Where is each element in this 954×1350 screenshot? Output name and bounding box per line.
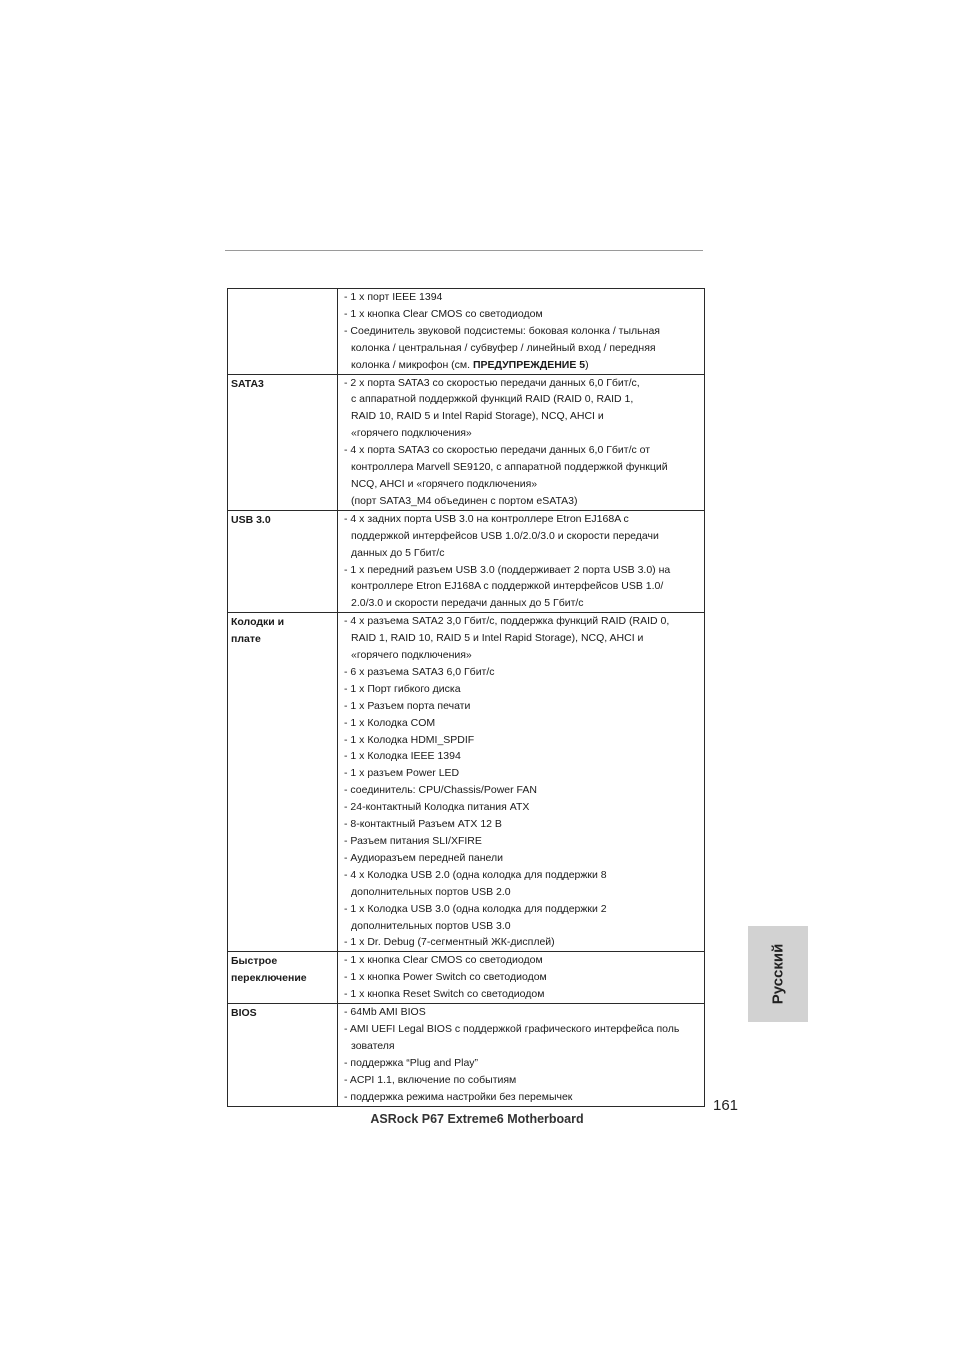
- spec-item-line: - поддержка режима настройки без перемычек: [344, 1090, 573, 1103]
- spec-label-line: Колодки и: [231, 616, 285, 629]
- spec-row-label: [228, 510, 338, 612]
- spec-row-label: [228, 613, 338, 952]
- spec-item-line: - 4 x Колодка USB 2.0 (одна колодка для поддержки 8: [344, 868, 607, 881]
- spec-item-continuation: NCQ, AHCI и «горячего подключения»: [351, 477, 538, 490]
- spec-item-continuation: контроллера Marvell SE9120, с аппаратной поддержкой функций: [351, 461, 668, 474]
- spec-item-continuation: дополнительных портов USB 2.0: [351, 885, 511, 898]
- spec-row: [228, 289, 705, 375]
- spec-item-continuation: зователя: [351, 1039, 395, 1052]
- spec-item-line: - ACPI 1.1, включение по событиям: [344, 1073, 517, 1086]
- spec-table: [227, 288, 705, 1107]
- spec-item-continuation: RAID 10, RAID 5 и Intel Rapid Storage), NCQ, AHCI и: [351, 410, 604, 423]
- spec-row-content: [338, 952, 705, 1004]
- spec-item-line: - 1 x кнопка Power Switch со светодиодом: [344, 971, 547, 984]
- spec-item-line: - 1 x порт IEEE 1394: [344, 291, 443, 303]
- spec-label-line: BIOS: [231, 1007, 257, 1020]
- spec-item-line: - 1 x кнопка Clear CMOS со светодиодом: [344, 307, 543, 320]
- spec-row-label: [228, 374, 338, 510]
- spec-item: [344, 816, 704, 833]
- spec-row-label: [228, 1004, 338, 1106]
- spec-item: [344, 799, 704, 816]
- spec-item: [344, 1004, 704, 1021]
- spec-row-label: [228, 952, 338, 1004]
- spec-item-continuation: «горячего подключения»: [351, 427, 472, 440]
- spec-item-line: - 64Mb AMI BIOS: [344, 1006, 426, 1019]
- spec-item: [344, 901, 704, 935]
- spec-item-line: - 1 x Dr. Debug (7-сегментный ЖК-дисплей): [344, 936, 555, 949]
- spec-item: [344, 850, 704, 867]
- spec-item-line: - 1 x кнопка Clear CMOS со светодиодом: [344, 954, 543, 967]
- spec-item-continuation: колонка / микрофон (см. ПРЕДУПРЕЖДЕНИЕ 5): [351, 358, 589, 371]
- spec-item-line: - AMI UEFI Legal BIOS с поддержкой графического интерфейса поль: [344, 1022, 680, 1035]
- spec-item: [344, 969, 704, 986]
- spec-item: [344, 986, 704, 1003]
- spec-item-line: - 1 x Колодка HDMI_SPDIF: [344, 733, 475, 746]
- spec-item-continuation: (порт SATA3_M4 объединен с портом eSATA3): [351, 494, 578, 507]
- spec-item-continuation: RAID 1, RAID 10, RAID 5 и Intel Rapid Storage), NCQ, AHCI и: [351, 632, 644, 645]
- spec-item-line: - 1 x передний разъем USB 3.0 (поддерживает 2 порта USB 3.0) на: [344, 563, 671, 576]
- spec-label-line: USB 3.0: [231, 513, 271, 526]
- spec-item-continuation: с аппаратной поддержкой функций RAID (RAID 0, RAID 1,: [351, 393, 634, 406]
- spec-item: [344, 782, 704, 799]
- spec-item: [344, 442, 704, 510]
- spec-item-line: - 8-контактный Разъем ATX 12 В: [344, 818, 502, 831]
- spec-item: [344, 934, 704, 951]
- spec-item-continuation: дополнительных портов USB 3.0: [351, 919, 511, 932]
- spec-item: [344, 306, 704, 323]
- spec-row: [228, 952, 705, 1004]
- spec-item-line: - 1 x Колодка COM: [344, 716, 436, 729]
- spec-item: [344, 681, 704, 698]
- spec-item: [344, 765, 704, 782]
- spec-row-content: [338, 510, 705, 612]
- spec-item: [344, 698, 704, 715]
- spec-item: [344, 833, 704, 850]
- footer-product-name: ASRock P67 Extreme6 Motherboard: [370, 1112, 584, 1126]
- warning-reference: ПРЕДУПРЕЖДЕНИЕ 5: [472, 358, 586, 371]
- spec-item: [344, 323, 704, 374]
- spec-item-line: - 6 x разъема SATA3 6,0 Гбит/с: [344, 665, 495, 678]
- spec-row-content: [338, 374, 705, 510]
- spec-row: [228, 613, 705, 952]
- spec-item: [344, 511, 704, 562]
- spec-item: [344, 715, 704, 732]
- spec-item: [344, 613, 704, 664]
- language-tab-label: Русский: [769, 943, 787, 1005]
- spec-item: [344, 952, 704, 969]
- spec-label-line: переключение: [231, 972, 307, 985]
- spec-item-line: - 1 x Порт гибкого диска: [344, 682, 461, 695]
- spec-item-line: - 1 x Разъем порта печати: [344, 699, 471, 712]
- spec-item-line: - Соединитель звуковой подсистемы: боковая колонка / тыльная: [344, 324, 660, 337]
- spec-row: [228, 374, 705, 510]
- spec-row: [228, 1004, 705, 1106]
- spec-item: [344, 1021, 704, 1055]
- spec-item-continuation: колонка / центральная / субвуфер / линейный вход / передняя: [351, 341, 656, 354]
- spec-item-line: - поддержка “Plug and Play”: [344, 1056, 479, 1069]
- spec-item: [344, 664, 704, 681]
- spec-item-line: - 4 x задних порта USB 3.0 на контроллере Etron EJ168A с: [344, 512, 629, 525]
- spec-item: [344, 867, 704, 901]
- bottom-rule: [227, 1106, 705, 1107]
- spec-item: [344, 375, 704, 443]
- spec-item-line: - 24-контактный Колодка питания ATX: [344, 801, 530, 814]
- spec-item-line: - 4 x разъема SATA2 3,0 Гбит/с, поддержка функций RAID (RAID 0,: [344, 615, 670, 628]
- spec-label-line: плате: [231, 633, 261, 646]
- spec-item: [344, 732, 704, 749]
- page-number: 161: [713, 1097, 739, 1114]
- spec-item-continuation: «горячего подключения»: [351, 649, 472, 662]
- spec-row: [228, 510, 705, 612]
- spec-item: [344, 289, 704, 306]
- spec-row-content: [338, 1004, 705, 1106]
- spec-item-line: - 1 x разъем Power LED: [344, 767, 460, 780]
- spec-item-line: - 1 x Колодка IEEE 1394: [344, 750, 461, 763]
- spec-item-continuation: поддержкой интерфейсов USB 1.0/2.0/3.0 и скорости передачи: [351, 529, 659, 542]
- spec-item: [344, 748, 704, 765]
- spec-item-line: - соединитель: CPU/Chassis/Power FAN: [344, 784, 537, 797]
- spec-item-line: - 4 x порта SATA3 со скоростью передачи данных 6,0 Гбит/с от: [344, 444, 651, 457]
- spec-row-content: [338, 289, 705, 375]
- spec-row-content: [338, 613, 705, 952]
- spec-row-label: [228, 289, 338, 375]
- spec-label-line: Быстрое: [231, 955, 278, 968]
- spec-item-continuation: контроллере Etron EJ168A с поддержкой интерфейсов USB 1.0/: [351, 580, 664, 593]
- spec-table-body: [228, 289, 705, 1107]
- spec-item-line: - 1 x Колодка USB 3.0 (одна колодка для поддержки 2: [344, 902, 607, 915]
- spec-item: [344, 1055, 704, 1072]
- spec-item-continuation: данных до 5 Гбит/с: [351, 546, 445, 559]
- language-tab: [748, 926, 808, 1022]
- spec-item: [344, 1072, 704, 1089]
- spec-item: [344, 562, 704, 613]
- spec-item-line: - 2 x порта SATA3 со скоростью передачи данных 6,0 Гбит/с,: [344, 376, 640, 389]
- spec-item-continuation: 2.0/3.0 и скорости передачи данных до 5 Гбит/с: [351, 597, 584, 610]
- spec-item-line: - Разъем питания SLI/XFIRE: [344, 835, 482, 847]
- spec-item-line: - 1 x кнопка Reset Switch со светодиодом: [344, 988, 545, 1001]
- spec-label-line: SATA3: [231, 377, 264, 390]
- top-rule: [225, 250, 703, 251]
- spec-item-line: - Аудиоразъем передней панели: [344, 851, 504, 864]
- spec-item: [344, 1089, 704, 1106]
